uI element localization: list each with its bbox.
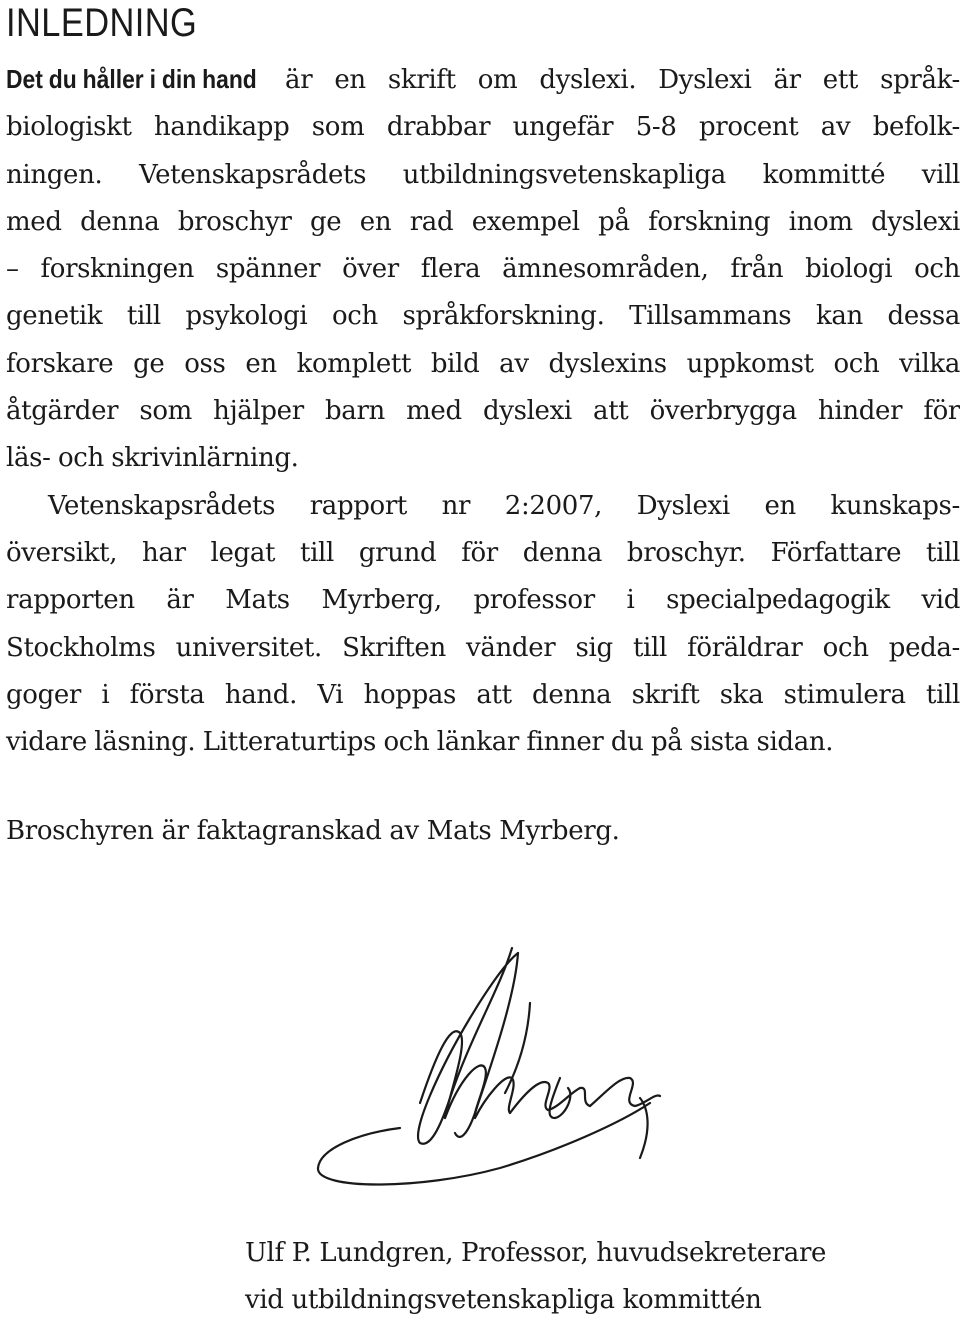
fact-check-note: Broschyren är faktagranskad av Mats Myrberg. (6, 816, 620, 846)
signature-stroke (318, 1103, 650, 1185)
body-text (6, 56, 960, 766)
text-line: Stockholms universitet. Skriften vänder sig till föräldrar och peda- (6, 632, 960, 663)
text-line: ningen. Vetenskapsrådets utbildningsvetenskapliga kommitté vill (6, 159, 960, 190)
lead-phrase: Det du håller i din hand (6, 64, 257, 94)
text-line (6, 56, 960, 104)
text-line: översikt, har legat till grund för denna broschyr. Författare till (6, 537, 960, 568)
signature-stroke (445, 1065, 514, 1118)
signature-stroke (590, 1078, 660, 1106)
text-line: med denna broschyr ge en rad exempel på forskning inom dyslexi (6, 206, 960, 237)
intro-paragraph (6, 56, 960, 483)
text-line: åtgärder som hjälper barn med dyslexi att överbrygga hinder för (6, 396, 960, 427)
signer-committee: vid utbildningsvetenskapliga kommittén (245, 1285, 762, 1315)
handwritten-signature (300, 928, 700, 1228)
text-line: Vetenskapsrådets rapport nr 2:2007, Dyslexi en kunskaps- (48, 490, 960, 521)
signature-stroke (418, 948, 518, 1144)
signer-block (245, 1230, 826, 1324)
text-line: biologiskt handikapp som drabbar ungefär 5-8 procent av befolk- (6, 112, 960, 143)
text-line: läs- och skrivinlärning. (6, 443, 299, 474)
page-title: INLEDNING (6, 1, 198, 45)
text-line: rapporten är Mats Myrberg, professor i specialpedagogik vid (6, 585, 960, 616)
report-paragraph (6, 483, 960, 767)
text-line: genetik till psykologi och språkforskning. Tillsammans kan dessa (6, 301, 960, 332)
text-line: forskare ge oss en komplett bild av dyslexins uppkomst och vilka (6, 348, 960, 379)
text-line: vidare läsning. Litteraturtips och länkar finner du på sista sidan. (6, 727, 834, 758)
signer-name-title: Ulf P. Lundgren, Professor, huvudsekreterare (245, 1238, 827, 1268)
text-line-part: är en skrift om dyslexi. Dyslexi är ett språk- (262, 65, 960, 95)
text-line: – forskningen spänner över flera ämnesområden, från biologi och (6, 254, 960, 285)
signature-stroke (505, 1003, 530, 1093)
text-line: goger i första hand. Vi hoppas att denna skrift ska stimulera till (6, 679, 960, 710)
